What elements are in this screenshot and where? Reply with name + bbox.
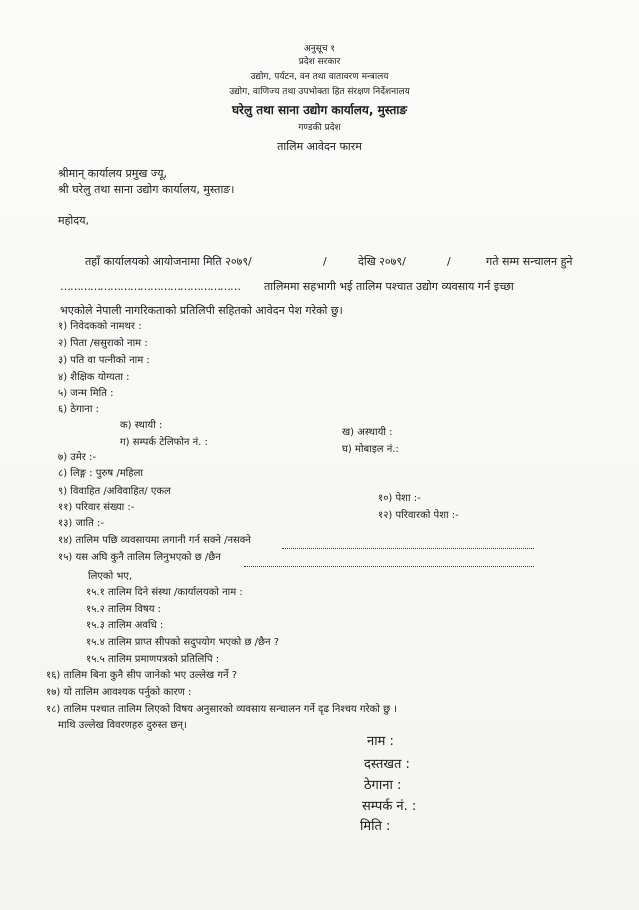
field-mobile: घ) मोबाइल नं.: — [342, 444, 399, 455]
ministry-name: उद्योग, पर्यटन, वन तथा वातावरण मन्त्रालय — [250, 72, 389, 82]
form-title: तालिम आवेदन फारम — [277, 140, 362, 153]
province-government: प्रदेश सरकार — [298, 57, 341, 67]
province-name: गण्डकी प्रदेश — [298, 123, 341, 133]
field-training-institute: १५.१ तालिम दिने संस्था /कार्यालयको नाम : — [86, 587, 243, 598]
field-age: ७) उमेर :- — [58, 452, 96, 463]
field-previous-training: १५) यस अघि कुनै तालिम लिनुभएको छ /छैन — [58, 552, 221, 563]
field-education: ४) शैक्षिक योग्यता : — [58, 372, 130, 383]
body-text-part-1: तहाँ कार्यालयको आयोजनामा मिति २०७९/ — [85, 255, 252, 268]
field-contact-phone: ग) सम्पर्क टेलिफोन नं. : — [120, 437, 208, 448]
addressee-line-1: श्रीमान् कार्यालय प्रमुख ज्यू, — [58, 167, 168, 180]
field-certificate-copy: १५.५ तालिम प्रमाणपत्रको प्रतिलिपि : — [86, 654, 220, 665]
date-separator-1: / — [323, 255, 327, 268]
field-applicant-name: १) निवेदकको नामथर : — [58, 321, 142, 332]
salutation: महोदय, — [58, 214, 89, 227]
field-permanent-address: क) स्थायी : — [120, 420, 163, 431]
signature-sign: दस्तखत : — [364, 757, 410, 772]
body-text-line-3: भएकोले नेपाली नागरिकताको प्रतिलिपी सहितको आवेदन पेश गरेको छु। — [60, 304, 343, 317]
signature-name: नाम : — [367, 734, 394, 749]
field-investment-capacity: १४) तालिम पछि व्यवसायमा लगानी गर्न सक्ने /नसक्ने — [58, 535, 251, 546]
field-birth-date: ५) जन्म मिति : — [58, 388, 114, 399]
office-name: घरेलु तथा साना उद्योग कार्यालय, मुस्ताङ — [231, 103, 408, 117]
addressee-line-2: श्री घरेलु तथा साना उद्योग कार्यालय, मुस्ताङ। — [58, 183, 235, 196]
closing-statement: माथि उल्लेख विवरणहरु दुरुस्त छन्। — [58, 720, 187, 731]
investment-fill-line — [282, 548, 534, 549]
field-temporary-address: ख) अस्थायी : — [342, 427, 393, 438]
field-skill-utilization: १५.४ तालिम प्राप्त सीपको सदुपयोग भएको छ /छैन ? — [86, 637, 280, 648]
body-text-part-3: गते सम्म सन्चालन हुने — [486, 255, 573, 268]
signature-contact: सम्पर्क नं. : — [362, 799, 417, 814]
training-name-blank: ……………………………………………… — [60, 280, 240, 293]
signature-address: ठेगाना : — [364, 778, 402, 793]
signature-date: मिति : — [360, 819, 391, 834]
body-text-part-2: देखि २०७९/ — [358, 255, 406, 268]
field-training-subject: १५.२ तालिम विषय : — [86, 604, 162, 615]
annex-number: अनुसूच १ — [303, 44, 336, 54]
date-separator-2: / — [447, 255, 451, 268]
field-family-size: ११) परिवार संख्या :- — [58, 502, 135, 513]
previous-training-fill-line — [244, 566, 534, 567]
field-marital-status: ९) विवाहित /अविवाहित/ एकल — [58, 486, 171, 497]
body-text-line-2: तालिममा सहभागी भई तालिम पश्चात उद्योग व्यवसाय गर्न इच्छा — [264, 280, 514, 293]
field-family-occupation: १२) परिवारको पेशा :- — [378, 510, 459, 521]
field-gender: ८) लिङ्ग : पुरुष /महिला — [58, 468, 143, 479]
field-occupation: १०) पेशा :- — [378, 493, 421, 504]
field-training-reason: १७) यो तालिम आवश्यक पर्नुको कारण : — [46, 687, 192, 698]
field-address: ६) ठेगाना : — [58, 404, 99, 415]
field-caste: १३) जाति :- — [58, 518, 104, 529]
field-if-taken: लिएको भए, — [88, 571, 133, 582]
field-other-skills: १६) तालिम बिना कुनै सीप जानेको भए उल्लेख गर्ने ? — [46, 670, 238, 681]
field-training-duration: १५.३ तालिम अवधि : — [86, 620, 164, 631]
field-commitment: १८) तालिम पश्चात तालिम लिएको विषय अनुसारको व्यवसाय सन्चालन गर्ने दृढ निश्चय गरेको छु । — [46, 704, 398, 715]
directorate-name: उद्योग, वाणिज्य तथा उपभोक्ता हित संरक्षण निर्देशनालय — [229, 87, 410, 97]
field-father-name: २) पिता /ससुराको नाम : — [58, 338, 148, 349]
field-spouse-name: ३) पति वा पत्नीको नाम : — [58, 355, 150, 366]
